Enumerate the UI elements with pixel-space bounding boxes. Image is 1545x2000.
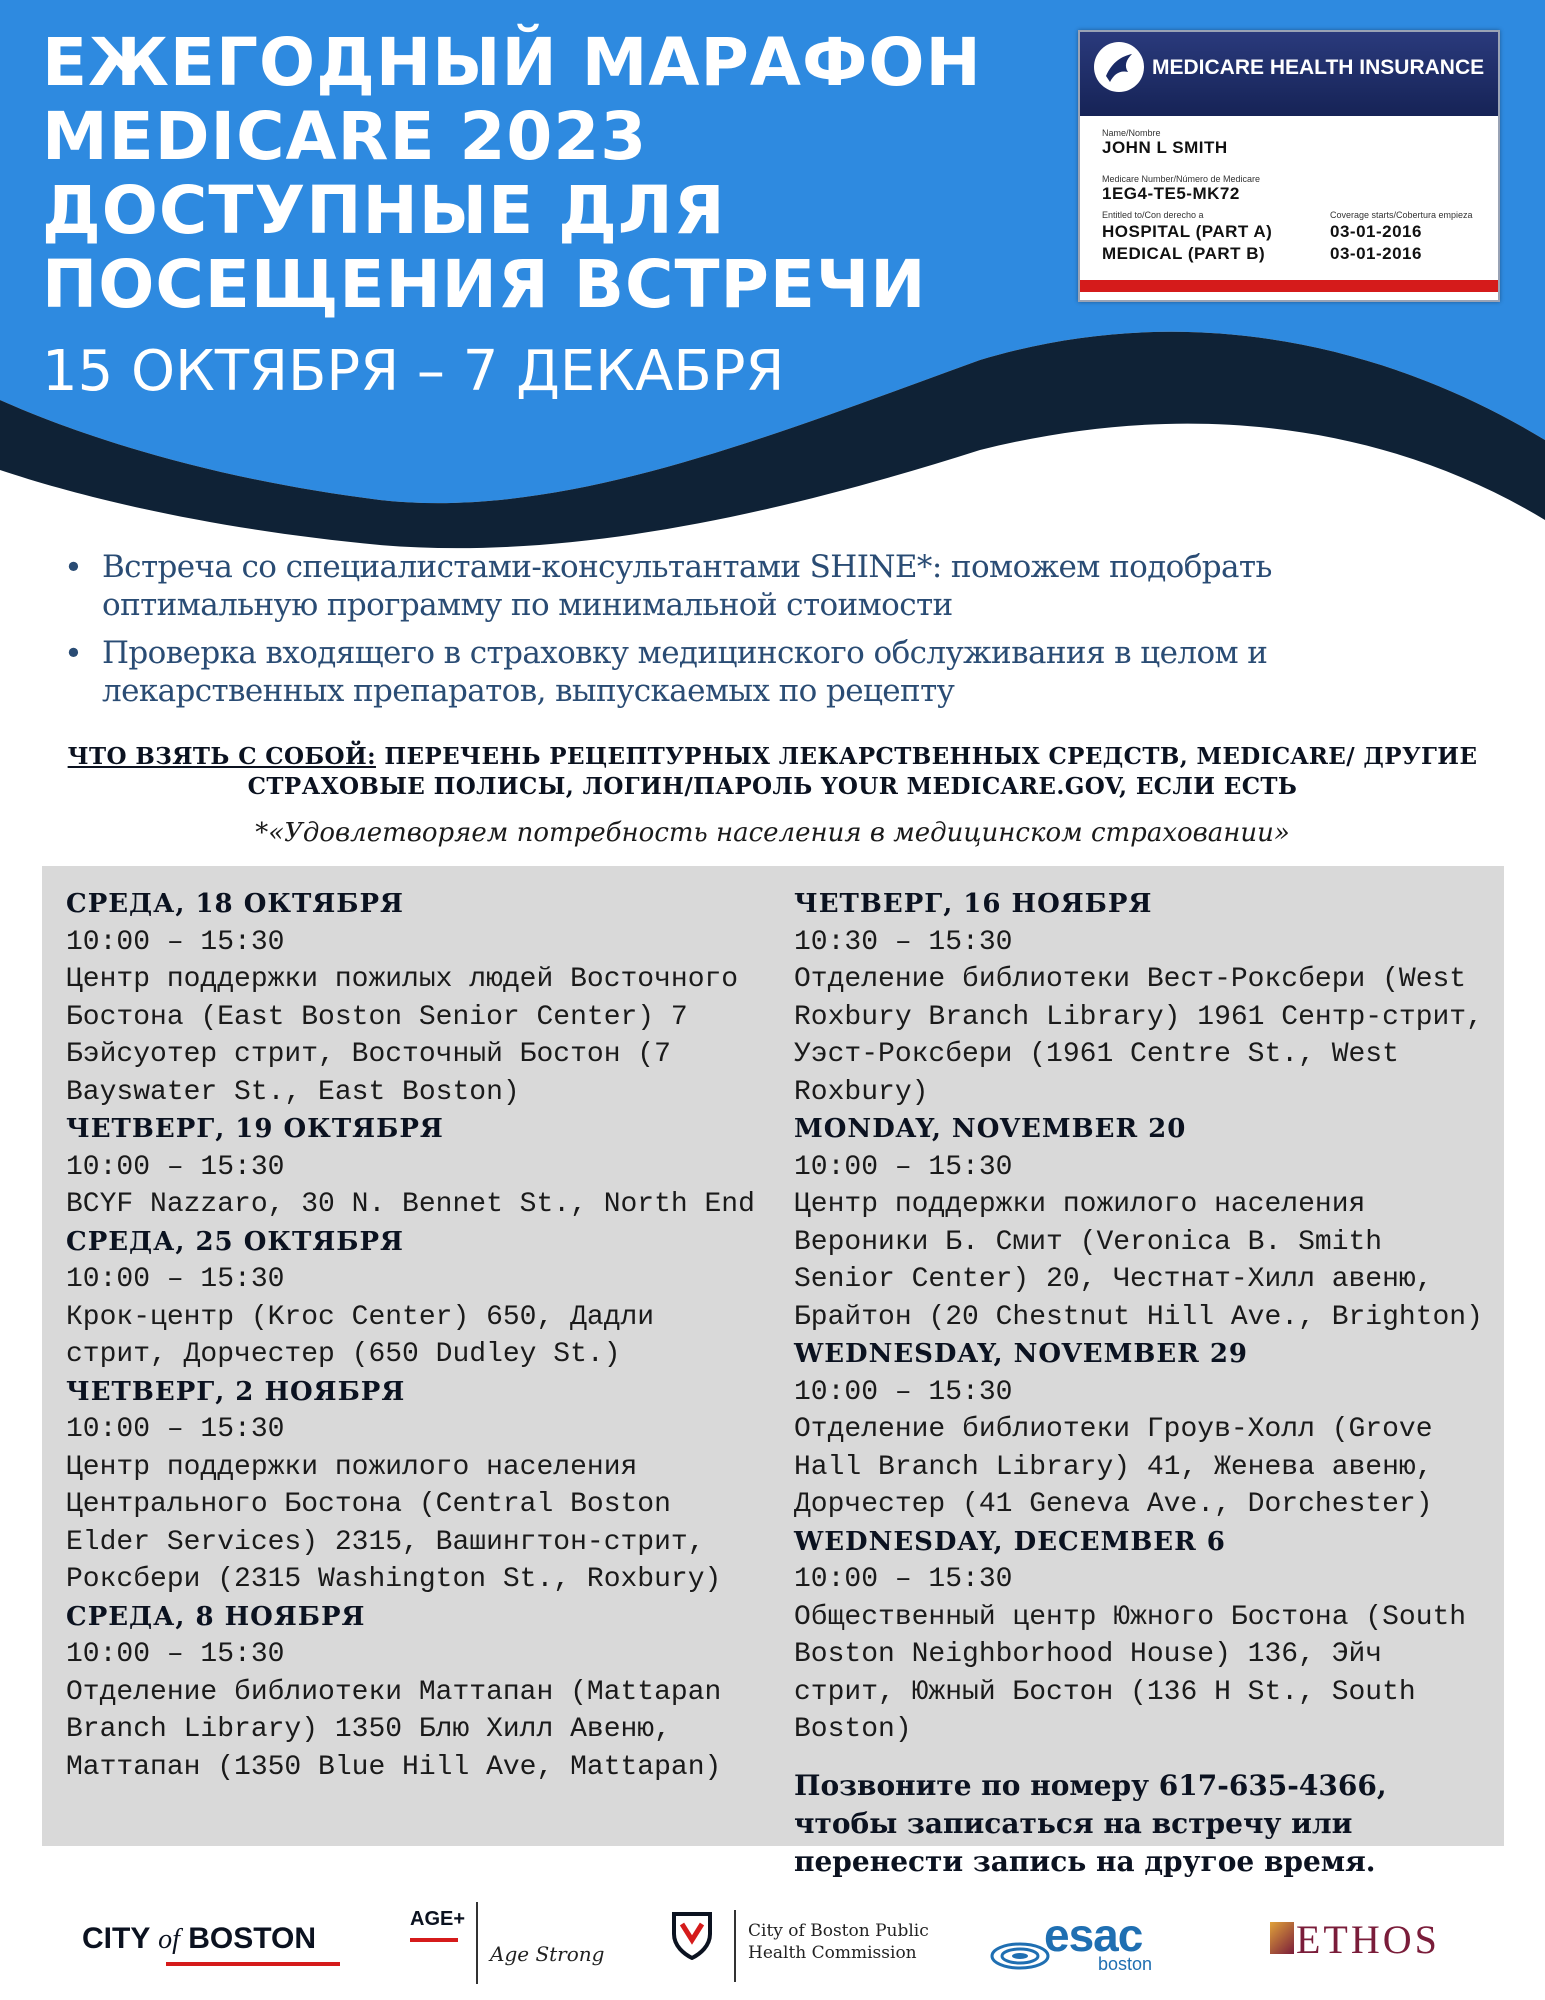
event-location: Центр поддержки пожилых людей Восточного Бостона (East Boston Senior Center) 7 Бэйсуотер стрит, Восточный Бостон (7 Bayswater St., East Boston) [66,964,739,1108]
boston-underline [166,1962,340,1966]
event-day: WEDNESDAY, DECEMBER 6 [794,1526,1226,1557]
event [66,1374,756,1599]
event-location: Отделение библиотеки Гроув-Холл (Grove Hall Branch Library) 41, Женева авеню, Дорчестер (41 Geneva Ave., Dorchester) [794,1414,1433,1520]
bphc-divider [734,1910,736,1982]
age-divider [476,1902,478,1984]
event-time: 10:00 – 15:30 [66,1414,285,1445]
title-line-1: ЕЖЕГОДНЫЙ МАРАФОН [42,24,982,101]
sponsor-logos [0,1880,1545,2000]
event-location: Отделение библиотеки Вест-Роксбери (West Roxbury Branch Library) 1961 Сентр-стрит, Уэст-Роксбери (1961 Centre St., West Roxbury) [794,964,1483,1108]
title-line-3: ДОСТУПНЫЕ ДЛЯ [42,172,726,249]
call-to-action: Позвоните по номеру 617-635-4366, чтобы записаться на встречу или перенести запись на другое время. [794,1768,1387,1878]
title-line-4: ПОСЕЩЕНИЯ ВСТРЕЧИ [42,246,927,323]
schedule-box [42,866,1504,1878]
card-name-label: Name/Nombre [1102,128,1161,138]
shield-icon [672,1910,712,1960]
bphc-text-line-2: Health Commission [748,1943,917,1963]
esac-word: esac [1044,1909,1143,1961]
hhs-eagle-icon [1094,42,1144,92]
title-line-2: MEDICARE 2023 [42,98,648,175]
event-time: 10:00 – 15:30 [66,1151,285,1183]
age-plus-text: AGE+ [410,1908,466,1930]
esac-sub: boston [1098,1954,1153,1974]
card-red-stripe [1080,280,1498,292]
event-location: Общественный центр Южного Бостона (South Boston Neighborhood House) 136, Эйч стрит, Южный Бостон (136 H St., South Boston) [794,1601,1467,1745]
age-red-bar [410,1938,458,1942]
event-location: Центр поддержки пожилого населения Вероники Б. Смит (Veronica B. Smith Senior Center) 20, Честнат-Хилл авеню, Брайтон (20 Chestnut Hill Ave., Brighton) [794,1189,1483,1333]
card-medical: MEDICAL (PART B) [1102,244,1266,263]
city-logo-text-city: CITY [82,1922,159,1955]
city-logo-text-of: of [158,1924,180,1955]
medicare-card-image [1078,30,1500,302]
event-location: Отделение библиотеки Маттапан (Mattapan Branch Library) 1350 Блю Хилл Авеню, Маттапан (1350 Blue Hill Ave, Mattapan) [66,1676,722,1783]
event [794,886,1494,1111]
card-hospital: HOSPITAL (PART A) [1102,222,1273,241]
card-entitled-label: Entitled to/Con derecho a [1102,210,1204,220]
event [66,886,756,1111]
ethos-mark-icon [1270,1922,1294,1954]
event [794,1111,1494,1336]
event-day: ЧЕТВЕРГ, 19 ОКТЯБРЯ [66,1114,444,1144]
event-time: 10:00 – 15:30 [66,1264,285,1295]
event [66,1599,756,1787]
event [794,1524,1494,1749]
event-day: ЧЕТВЕРГ, 2 НОЯБРЯ [66,1376,406,1407]
card-medical-date: 03-01-2016 [1330,244,1422,263]
what-to-bring-text: ПЕРЕЧЕНЬ РЕЦЕПТУРНЫХ ЛЕКАРСТВЕННЫХ СРЕДСТВ, MEDICARE/ ДРУГИЕ СТРАХОВЫЕ ПОЛИСЫ, ЛОГИН/ПАРОЛЬ YOUR MEDICARE.GOV, ЕСЛИ ЕСТЬ [247,743,1478,800]
card-number: 1EG4-TE5-MK72 [1102,184,1240,203]
bphc-text-line-1: City of Boston Public [748,1921,929,1941]
event-day: MONDAY, NOVEMBER 20 [794,1114,1187,1144]
event-day: ЧЕТВЕРГ, 16 НОЯБРЯ [794,889,1153,919]
card-coverage-label: Coverage starts/Cobertura empieza [1330,210,1473,220]
water-ripple-icon [990,1910,1050,1980]
bphc-text [748,1920,929,1964]
event-time: 10:00 – 15:30 [794,1376,1013,1408]
event-location: Крок-центр (Kroc Center) 650, Дадли стрит, Дорчестер (650 Dudley St.) [66,1301,655,1370]
bullet-item: • Встреча со специалистами-консультантами SHINE*: поможем подобрать оптимальную программу по минимальной стоимости [62,548,1482,624]
event-time: 10:00 – 15:30 [66,1639,285,1670]
card-number-label: Medicare Number/Número de Medicare [1102,174,1261,184]
event-day: СРЕДА, 18 ОКТЯБРЯ [66,889,404,919]
event [66,1111,756,1224]
city-of-boston-logo [82,1922,316,1956]
event-day: WEDNESDAY, NOVEMBER 29 [794,1339,1249,1369]
event-location: BCYF Nazzaro, 30 N. Bennet St., North End [66,1189,755,1220]
event-location: Центр поддержки пожилого населения Центрального Бостона (Central Boston Elder Services) 2315, Вашингтон-стрит, Роксбери (2315 Washington St., Roxbury) [66,1451,722,1595]
event [794,1336,1494,1524]
card-name: JOHN L SMITH [1102,138,1228,157]
date-range: 15 ОКТЯБРЯ – 7 ДЕКАБРЯ [42,339,785,404]
what-to-bring [40,742,1505,802]
card-hospital-date: 03-01-2016 [1330,222,1422,241]
event-time: 10:30 – 15:30 [794,926,1013,958]
schedule-column-left [66,886,756,1786]
benefit-bullets [62,548,1482,720]
event-day: СРЕДА, 8 НОЯБРЯ [66,1601,366,1632]
event-time: 10:00 – 15:30 [794,1151,1013,1183]
shine-footnote: *«Удовлетворяем потребность населения в медицинском страховании» [255,818,1290,848]
event-time: 10:00 – 15:30 [794,1564,1013,1595]
bullet-item: • Проверка входящего в страховку медицинского обслуживания в целом и лекарственных препаратов, выпускаемых по рецепту [62,634,1482,710]
what-to-bring-label: ЧТО ВЗЯТЬ С СОБОЙ: [67,743,376,770]
esac-boston-logo [990,1902,1190,1982]
schedule-column-right [794,886,1494,1881]
city-logo-text-boston: BOSTON [179,1922,317,1955]
ethos-word: ETHOS [1296,1917,1440,1962]
event-time: 10:00 – 15:30 [66,926,285,958]
age-strong-text: Age Strong [490,1942,605,1966]
event [66,1224,756,1374]
event-day: СРЕДА, 25 ОКТЯБРЯ [66,1226,404,1257]
card-title: MEDICARE HEALTH INSURANCE [1152,56,1485,79]
